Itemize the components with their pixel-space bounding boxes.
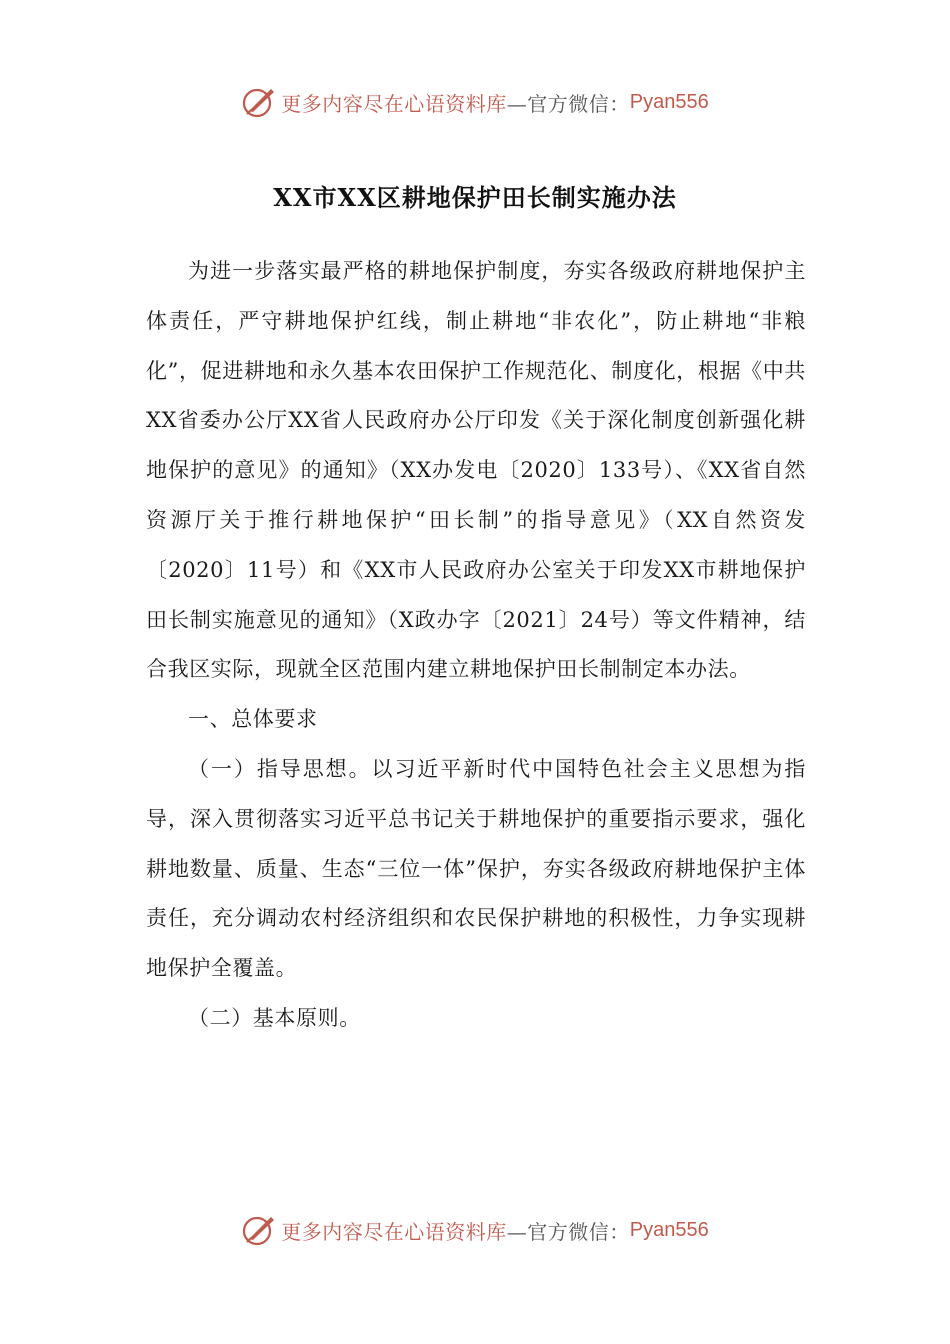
paragraph-basic-principles: （二）基本原则。 (188, 1005, 361, 1030)
banner-label: —官方微信： (506, 91, 630, 116)
banner-wechat-id: Pyan556 (629, 90, 709, 113)
section-heading: 一、总体要求 (188, 707, 318, 732)
document-body (146, 247, 806, 1044)
banner-text: 更多内容尽在心语资料库 (281, 91, 507, 116)
paragraph-guiding-ideology: （一）指导思想。以习近平新时代中国特色社会主义思想为指导，深入贯彻落实习近平总书记关于耕地保护的重要指示要求，强化耕地数量、质量、生态“三位一体”保护，夯实各级政府耕地保护主体责任，充分调动农村经济组织和农民保护耕地的积极性，力争实现耕地保护全覆盖。 (146, 756, 806, 981)
banner-label: —官方微信： (506, 1219, 630, 1244)
paragraph-intro: 为进一步落实最严格的耕地保护制度，夯实各级政府耕地保护主体责任，严守耕地保护红线，制止耕地“非农化”，防止耕地“非粮化”，促进耕地和永久基本农田保护工作规范化、制度化，根据《中共XX省委办公厅XX省人民政府办公厅印发《关于深化制度创新强化耕地保护的意见》的通知》（XX办发电〔2020〕133号）、《XX省自然资源厅关于推行耕地保护“田长制”的指导意见》（XX自然资发〔2020〕11号）和《XX市人民政府办公室关于印发XX市耕地保护田长制实施意见的通知》（X政办字〔2021〕24号）等文件精神，结合我区实际，现就全区范围内建立耕地保护田长制制定本办法。 (146, 259, 806, 682)
quill-logo-icon (241, 84, 277, 120)
banner-text: 更多内容尽在心语资料库 (281, 1219, 507, 1244)
quill-logo-icon (241, 1212, 277, 1248)
document-title: XX市XX区耕地保护田长制实施办法 (273, 183, 677, 212)
banner-wechat-id: Pyan556 (629, 1218, 709, 1241)
footer-watermark (0, 1210, 950, 1250)
header-watermark (0, 82, 950, 122)
